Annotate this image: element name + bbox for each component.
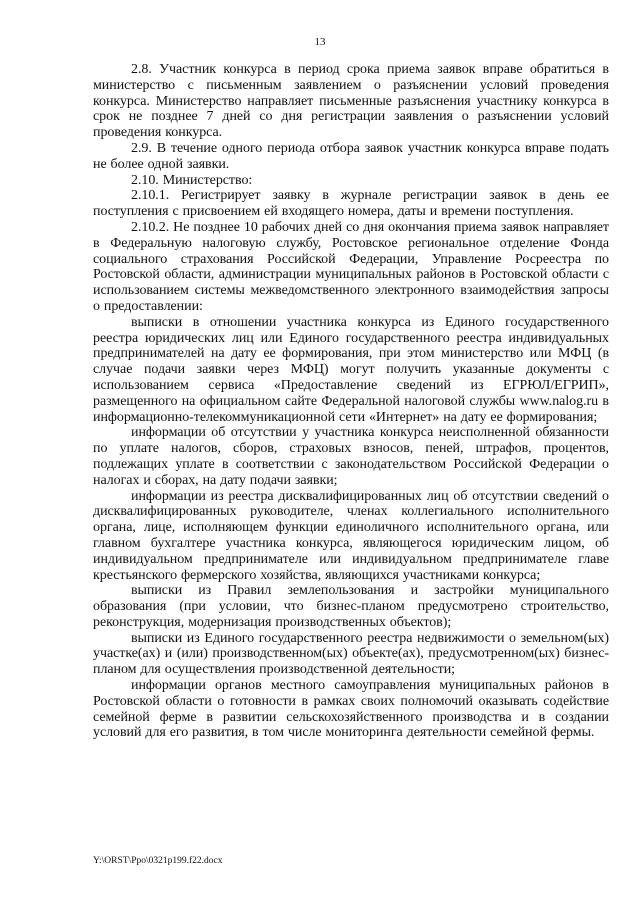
list-item-tax-obligations: информации об отсутствии у участника конкурса неисполненной обязанности по уплате налогов, сборов, страховых взносов, пеней, штрафов, процентов, подлежащих уплате в соответствии с законодательством Российской Федерации о налогах и сборах, на дату подачи заявки;	[93, 425, 609, 488]
paragraph-2-10-1: 2.10.1. Регистрирует заявку в журнале регистрации заявок в день ее поступления с присвоением ей входящего номера, даты и времени поступления.	[93, 188, 609, 220]
paragraph-2-8: 2.8. Участник конкурса в период срока приема заявок вправе обратиться в министерство с письменным заявлением о разъяснении условий проведения конкурса. Министерство направляет письменные разъяснения участнику конкурса в срок не позднее 7 дней со дня регистрации заявления о разъяснении условий проведения конкурса.	[93, 62, 609, 141]
page-number: 13	[314, 36, 326, 48]
list-item-real-estate-registry: выписки из Единого государственного реестра недвижимости о земельном(ых) участке(ах) и (или) производственном(ых) объекте(ах), предусмотренном(ых) бизнес-планом для осуществления производственной деятельности;	[93, 630, 609, 678]
list-item-local-government-info: информации органов местного самоуправления муниципальных районов в Ростовской области о готовности в рамках своих полномочий оказывать содействие семейной ферме в развитии сельскохозяйственного производства и в создании условий для его развития, в том числе мониторинга деятельности семейной фермы.	[93, 678, 609, 741]
list-item-disqualified-persons: информации из реестра дисквалифицированных лиц об отсутствии сведений о дисквалифицированных руководителе, членах коллегиального исполнительного органа, лице, исполняющем функции единоличного исполнительного органа, или главном бухгалтере участника конкурса, являющегося юридическим лицом, об индивидуальном предпринимателе или индивидуальном предпринимателе главе крестьянского фермерского хозяйства, являющихся участниками конкурса;	[93, 488, 609, 583]
document-body	[93, 62, 609, 741]
paragraph-2-9: 2.9. В течение одного периода отбора заявок участник конкурса вправе подать не более одной заявки.	[93, 140, 609, 172]
footer-file-path: Y:\ORST\Ppo\0321p199.f22.docx	[93, 856, 223, 866]
list-item-egrul-extract: выписки в отношении участника конкурса из Единого государственного реестра юридических лиц или Единого государственного реестра индивидуальных предпринимателей на дату ее формирования, при этом министерство или МФЦ (в случае подачи заявки через МФЦ) могут получить указанные документы с использованием сервиса «Предоставление сведений из ЕГРЮЛ/ЕГРИП», размещенного на официальном сайте Федеральной налоговой службы www.nalog.ru в информационно-телекоммуникационной сети «Интернет» на дату ее формирования;	[93, 314, 609, 425]
list-item-land-use-rules: выписки из Правил землепользования и застройки муниципального образования (при условии, что бизнес-планом предусмотрено строительство, реконструкция, модернизация производственных объектов);	[93, 583, 609, 630]
paragraph-2-10-2: 2.10.2. Не позднее 10 рабочих дней со дня окончания приема заявок направляет в Федеральную налоговую службу, Ростовское региональное отделение Фонда социального страхования Российской Федерации, Управление Росреестра по Ростовской области, администрации муниципальных районов в Ростовской области с использованием системы межведомственного электронного взаимодействия запросы о предоставлении:	[93, 219, 609, 314]
paragraph-2-10: 2.10. Министерство:	[131, 172, 253, 188]
